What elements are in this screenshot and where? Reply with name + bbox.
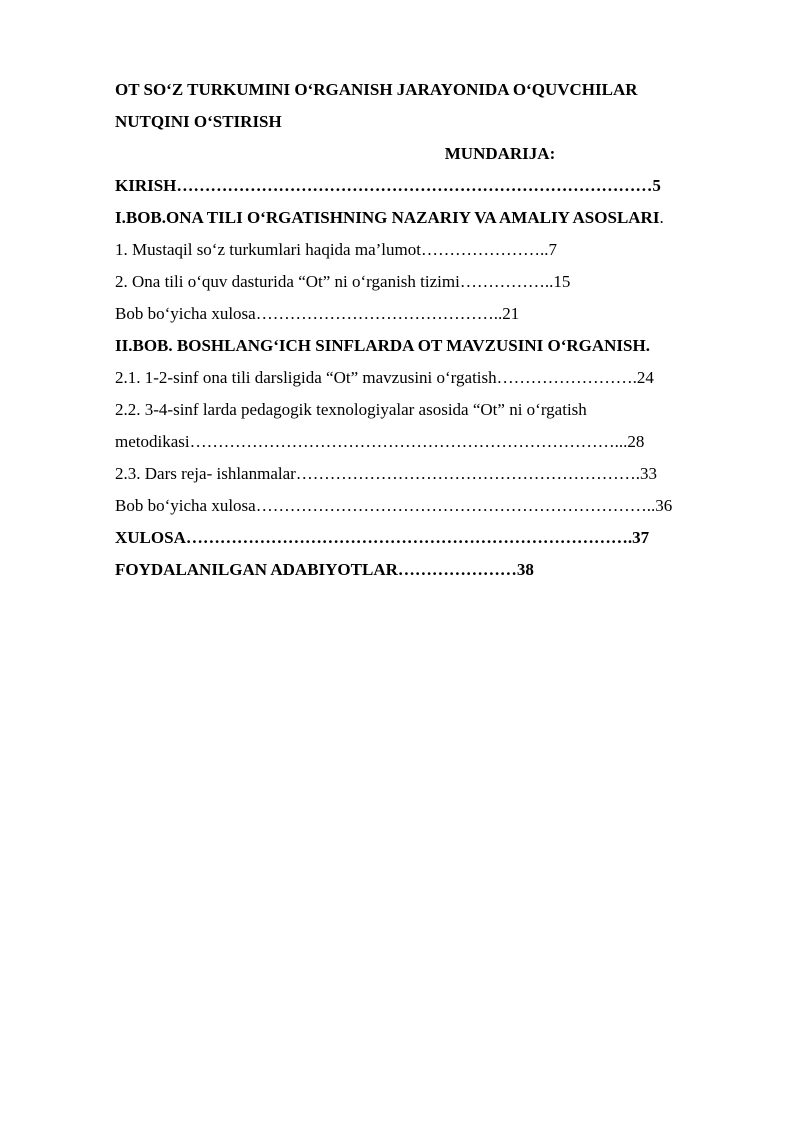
toc-entry-kirish: KIRISH…………………………………………………………………………5: [115, 176, 661, 195]
toc-entry-2-2-line-2: metodikasi…………………………………………………………………...28: [115, 432, 645, 451]
toc-entry-2-summary: Bob bo‘yicha xulosa……………………………………………………………..36: [115, 496, 673, 515]
toc-entry-adabiyotlar: FOYDALANILGAN ADABIYOTLAR…………………38: [115, 560, 534, 579]
toc-entry-1-2: 2. Ona tili o‘quv dasturida “Ot” ni o‘rganish tizimi……………..15: [115, 272, 571, 291]
toc-heading: MUNDARIJA:: [444, 144, 556, 163]
toc-entry-chapter-1: I.BOB.ONA TILI O‘RGATISHNING NAZARIY VA AMALIY ASOSLARI.: [115, 208, 664, 227]
toc-entry-1-summary: Bob bo‘yicha xulosa……………………………………..21: [115, 304, 520, 323]
toc-entry-2-1: 2.1. 1-2-sinf ona tili darsligida “Ot” mavzusini o‘rgatish…………………….24: [115, 368, 654, 387]
table-of-contents: [115, 170, 745, 586]
toc-entry-1-1: 1. Mustaqil so‘z turkumlari haqida ma’lumot…………………..7: [115, 240, 557, 259]
toc-entry-2-2-line-1: 2.2. 3-4-sinf larda pedagogik texnologiyalar asosida “Ot” ni o‘rgatish: [115, 400, 587, 419]
toc-entry-2-3: 2.3. Dars reja- ishlanmalar…………………………………………………….33: [115, 464, 658, 483]
toc-entry-chapter-2: II.BOB. BOSHLANG‘ICH SINFLARDA OT MAVZUSINI O‘RGANISH.: [115, 336, 650, 355]
toc-entry-xulosa: XULOSA…………………………………………………………………….37: [115, 528, 650, 547]
document-page: [115, 74, 745, 586]
document-title-line-1: OT SO‘Z TURKUMINI O‘RGANISH JARAYONIDA O‘QUVCHILAR: [115, 80, 638, 99]
document-title-line-2: NUTQINI O‘STIRISH: [115, 112, 282, 131]
